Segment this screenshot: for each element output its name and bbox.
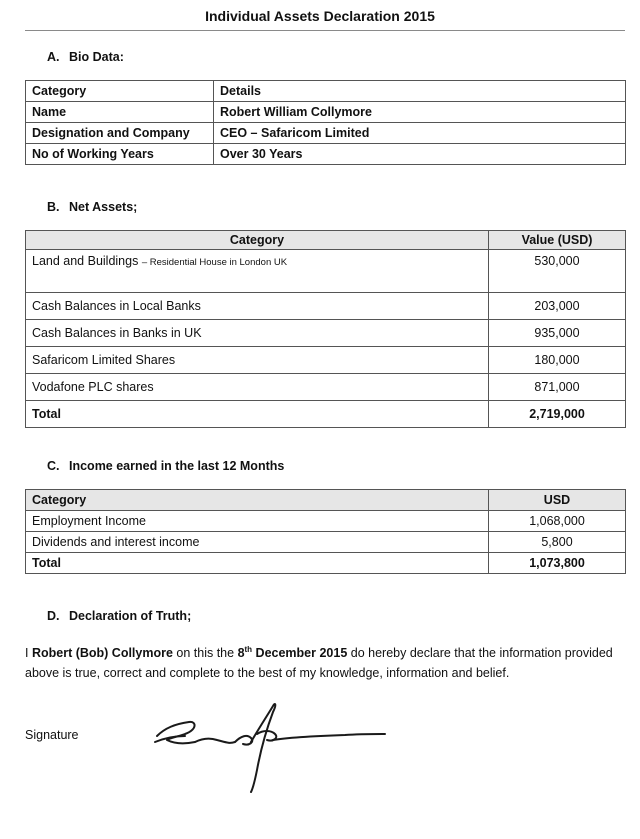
handwritten-signature	[145, 698, 395, 796]
bio-data-table	[25, 80, 626, 165]
income-table	[25, 489, 626, 574]
total-value: 2,719,000	[489, 401, 626, 428]
declaration-middle: on this the	[172, 646, 238, 661]
document-title: Individual Assets Declaration 2015	[205, 8, 435, 24]
table-row	[26, 250, 626, 293]
declaration-day-suffix: th	[244, 645, 253, 654]
table-row	[26, 320, 626, 347]
declaration-body: do hereby declare that the information provided above is true, correct and complete to the best of my knowledge, information and belief.	[25, 646, 613, 681]
header-cell: USD	[489, 490, 626, 511]
section-a-letter: A.	[47, 50, 60, 64]
income-category-cell: Dividends and interest income	[26, 532, 489, 553]
section-c-title: Income earned in the last 12 Months	[69, 459, 285, 473]
table-row	[26, 123, 626, 144]
bio-category-cell: Designation and Company	[26, 123, 214, 144]
header-cell: Category	[26, 231, 489, 250]
section-b-heading	[47, 200, 137, 214]
header-cell: Value (USD)	[489, 231, 626, 250]
asset-category-cell: Cash Balances in Local Banks	[26, 293, 489, 320]
section-c-heading	[47, 459, 284, 473]
income-value-cell: 5,800	[489, 532, 626, 553]
table-row	[26, 102, 626, 123]
asset-category-label: Land and Buildings	[32, 254, 139, 268]
income-category-cell: Employment Income	[26, 511, 489, 532]
bio-category-cell: No of Working Years	[26, 144, 214, 165]
asset-note: – Residential House in London UK	[141, 257, 288, 268]
declaration-month-year: December 2015	[252, 646, 348, 661]
section-a-title: Bio Data:	[69, 50, 124, 64]
table-header-row	[26, 81, 626, 102]
asset-value-cell: 203,000	[489, 293, 626, 320]
total-label: Total	[26, 553, 489, 574]
table-header-row	[26, 490, 626, 511]
asset-category-cell: Safaricom Limited Shares	[26, 347, 489, 374]
declaration-day: 8	[237, 646, 245, 661]
section-b-letter: B.	[47, 200, 60, 214]
asset-value-cell: 935,000	[489, 320, 626, 347]
declaration-paragraph	[25, 640, 625, 683]
income-value-cell: 1,068,000	[489, 511, 626, 532]
header-cell: Category	[26, 490, 489, 511]
declaration-prefix: I	[25, 646, 32, 661]
total-row	[26, 401, 626, 428]
asset-value-cell: 530,000	[489, 250, 626, 293]
total-row	[26, 553, 626, 574]
asset-category-cell	[26, 250, 489, 293]
section-c-letter: C.	[47, 459, 60, 473]
table-row	[26, 511, 626, 532]
section-b-title: Net Assets;	[69, 200, 138, 214]
bio-detail-cell: Over 30 Years	[214, 144, 626, 165]
signature-label: Signature	[25, 728, 79, 742]
asset-category-cell: Cash Balances in Banks in UK	[26, 320, 489, 347]
header-cell: Details	[214, 81, 626, 102]
table-row	[26, 374, 626, 401]
net-assets-table	[25, 230, 626, 428]
bio-category-cell: Name	[26, 102, 214, 123]
header-cell: Category	[26, 81, 214, 102]
bio-detail-cell: CEO – Safaricom Limited	[214, 123, 626, 144]
section-d-title: Declaration of Truth;	[69, 609, 192, 623]
asset-value-cell: 180,000	[489, 347, 626, 374]
section-d-heading	[47, 609, 191, 623]
total-value: 1,073,800	[489, 553, 626, 574]
table-row	[26, 347, 626, 374]
table-header-row	[26, 231, 626, 250]
declarant-name: Robert (Bob) Collymore	[31, 646, 173, 661]
table-row	[26, 144, 626, 165]
section-d-letter: D.	[47, 609, 60, 623]
bio-detail-cell: Robert William Collymore	[214, 102, 626, 123]
declaration-date	[238, 646, 348, 660]
title-divider	[25, 30, 625, 31]
table-row	[26, 532, 626, 553]
asset-value-cell: 871,000	[489, 374, 626, 401]
total-label: Total	[26, 401, 489, 428]
section-a-heading	[47, 50, 124, 64]
table-row	[26, 293, 626, 320]
asset-category-cell: Vodafone PLC shares	[26, 374, 489, 401]
